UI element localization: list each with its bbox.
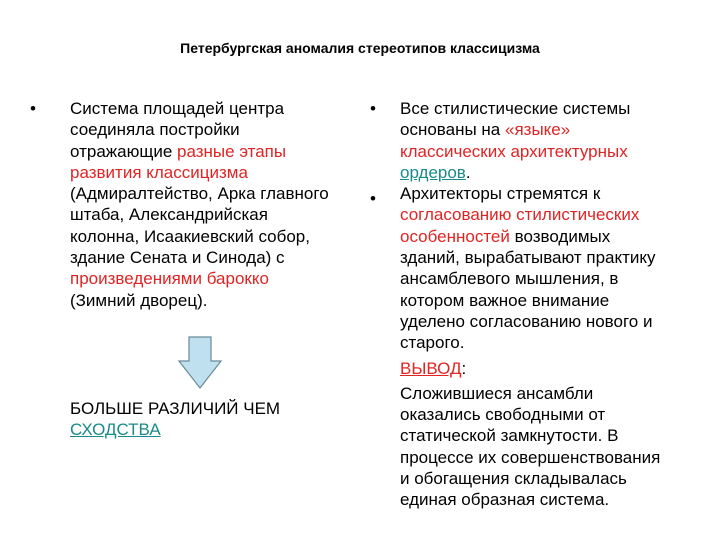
left-text: отражающие <box>70 141 178 161</box>
vyvod-label: ВЫВОД <box>400 358 462 378</box>
left-line: колонна, Исаакиевский собор, <box>70 226 310 246</box>
bullet-right-1: • <box>370 99 376 118</box>
left-line: (Адмиралтейство, Арка главного <box>70 184 329 204</box>
right-text: основаны на <box>400 120 505 140</box>
right-text: возводимых <box>509 226 611 246</box>
highlight-classical: классических архитектурных <box>400 141 628 161</box>
highlight-development: развития классицизма <box>70 162 248 182</box>
right-line: единая образная система. <box>400 490 610 510</box>
right-line: статической замкнутости. В <box>400 426 619 446</box>
highlight-baroque: произведениями барокко <box>70 269 269 289</box>
right-line: Все стилистические системы <box>400 99 631 118</box>
right-line: зданий, вырабатывают практику <box>400 248 656 268</box>
right-line: и обогащения складывалась <box>400 469 627 489</box>
left-line: здание Сената и Синода) с <box>70 248 285 268</box>
slide-title: Петербургская аномалия стереотипов классицизма <box>180 40 540 56</box>
left-line: штаба, Александрийская <box>70 205 268 225</box>
left-line <box>70 141 370 162</box>
highlight-harmonization: согласованию стилистических <box>400 205 640 225</box>
right-line: котором важное внимание <box>400 290 610 310</box>
conclusion-heading <box>400 358 710 379</box>
right-line: процессе их совершенствования <box>400 447 661 467</box>
left-line: (Зимний дворец). <box>70 290 208 310</box>
right-line <box>400 226 710 247</box>
right-line: Архитекторы стремятся к <box>400 184 601 204</box>
down-arrow-icon <box>178 336 222 390</box>
right-line <box>400 119 710 140</box>
highlight-features: особенностей <box>400 226 510 246</box>
right-text: . <box>465 162 471 182</box>
orders-link[interactable]: ордеров <box>400 162 466 182</box>
bullet-right-2: • <box>370 189 376 208</box>
left-column <box>70 98 370 311</box>
vyvod-colon: : <box>461 358 467 378</box>
right-line: ансамблевого мышления, в <box>400 269 619 289</box>
right-line: старого. <box>400 333 465 353</box>
left-line: Система площадей центра <box>70 99 285 118</box>
right-line: уделено согласованию нового и <box>400 311 653 331</box>
left-conclusion <box>70 398 370 441</box>
right-line: оказались свободными от <box>400 405 606 425</box>
bullet-left: • <box>30 99 36 118</box>
right-line <box>400 162 710 183</box>
conclusion-text: БОЛЬШЕ РАЗЛИЧИЙ ЧЕМ <box>70 399 281 418</box>
right-column <box>400 98 710 511</box>
left-line: соединяла постройки <box>70 120 240 140</box>
similarity-link[interactable]: СХОДСТВА <box>70 420 161 440</box>
highlight-language: «языке» <box>505 120 571 140</box>
right-line: Сложившиеся ансамбли <box>400 383 594 403</box>
highlight-stages: разные этапы <box>177 141 287 161</box>
